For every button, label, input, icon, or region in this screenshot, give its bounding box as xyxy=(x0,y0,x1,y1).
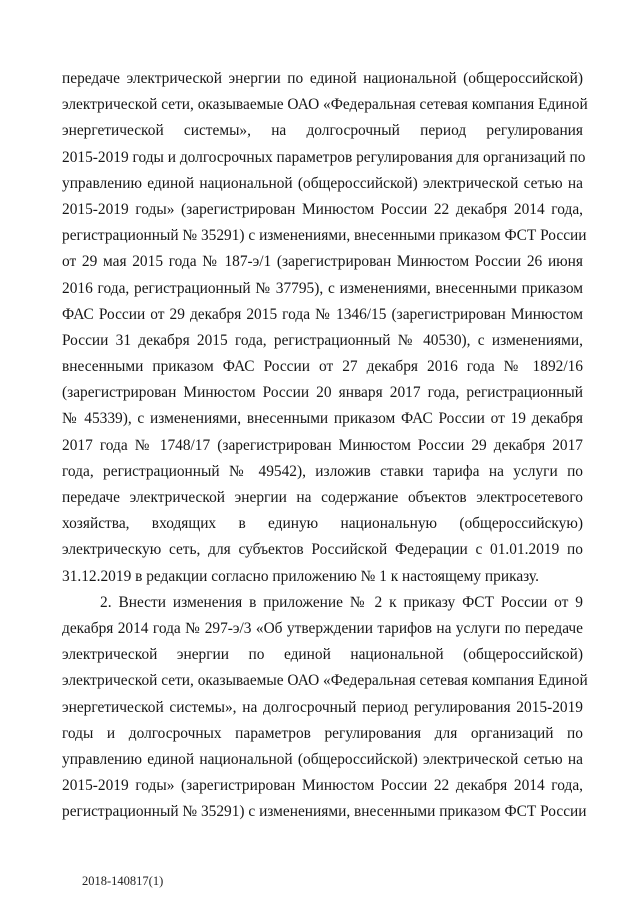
text-line: 2017 года № 1748/17 (зарегистрирован Минюстом России 29 декабря 2017 xyxy=(62,436,583,454)
text-line: электрическую сеть, для субъектов Российской Федерации с 01.01.2019 по xyxy=(62,541,583,559)
text-line: электрической энергии по единой национальной (общероссийской) xyxy=(62,646,583,664)
text-line: ФАС России от 29 декабря 2015 года № 1346/15 (зарегистрирован Минюстом xyxy=(62,305,583,323)
text-line: декабря 2014 года № 297-э/3 «Об утверждении тарифов на услуги по передаче xyxy=(62,619,583,637)
text-line: электрической сети, оказываемые ОАО «Федеральная сетевая компания Единой xyxy=(62,672,588,690)
text-line: энергетической системы», на долгосрочный период регулирования 2015-2019 xyxy=(62,698,583,716)
text-line: регистрационный № 35291) с изменениями, внесенными приказом ФСТ России xyxy=(62,227,587,245)
text-line: 2015-2019 годы» (зарегистрирован Минюстом России 22 декабря 2014 года, xyxy=(62,200,583,218)
text-line: России 31 декабря 2015 года, регистрационный № 40530), с изменениями, xyxy=(62,331,583,349)
document-body xyxy=(62,66,588,825)
text-line: передаче электрической энергии по единой национальной (общероссийской) xyxy=(62,70,583,87)
text-line: от 29 мая 2015 года № 187-э/1 (зарегистрирован Минюстом России 26 июня xyxy=(62,253,583,271)
document-code-footer: 2018-140817(1) xyxy=(82,874,164,888)
text-line: внесенными приказом ФАС России от 27 декабря 2016 года № 1892/16 xyxy=(62,358,583,376)
text-line: года, регистрационный № 49542), изложив ставки тарифа на услуги по xyxy=(62,462,583,480)
text-line: управлению единой национальной (общероссийской) электрической сетью на xyxy=(62,750,583,768)
text-line: 2015-2019 годы» (зарегистрирован Минюстом России 22 декабря 2014 года, xyxy=(62,777,583,795)
text-line: (зарегистрирован Минюстом России 20 января 2017 года, регистрационный xyxy=(62,384,583,402)
text-line: хозяйства, входящих в единую национальную (общероссийскую) xyxy=(62,515,583,533)
text-line: 2015-2019 годы и долгосрочных параметров регулирования для организаций по xyxy=(62,148,586,166)
paragraph-end-line: 31.12.2019 в редакции согласно приложению № 1 к настоящему приказу. xyxy=(62,567,539,585)
text-line: энергетической системы», на долгосрочный период регулирования xyxy=(62,122,583,140)
text-line: регистрационный № 35291) с изменениями, внесенными приказом ФСТ России xyxy=(62,803,587,821)
text-line: управлению единой национальной (общероссийской) электрической сетью на xyxy=(62,174,583,192)
text-line: передаче электрической энергии на содержание объектов электросетевого xyxy=(62,489,583,506)
text-line: № 45339), с изменениями, внесенными приказом ФАС России от 19 декабря xyxy=(62,410,583,428)
text-line: годы и долгосрочных параметров регулирования для организаций по xyxy=(62,724,583,742)
item-2-first-line: 2. Внести изменения в приложение № 2 к приказу ФСТ России от 9 xyxy=(100,593,583,611)
text-line: 2016 года, регистрационный № 37795), с изменениями, внесенными приказом xyxy=(62,279,583,297)
text-line: электрической сети, оказываемые ОАО «Федеральная сетевая компания Единой xyxy=(62,96,588,114)
